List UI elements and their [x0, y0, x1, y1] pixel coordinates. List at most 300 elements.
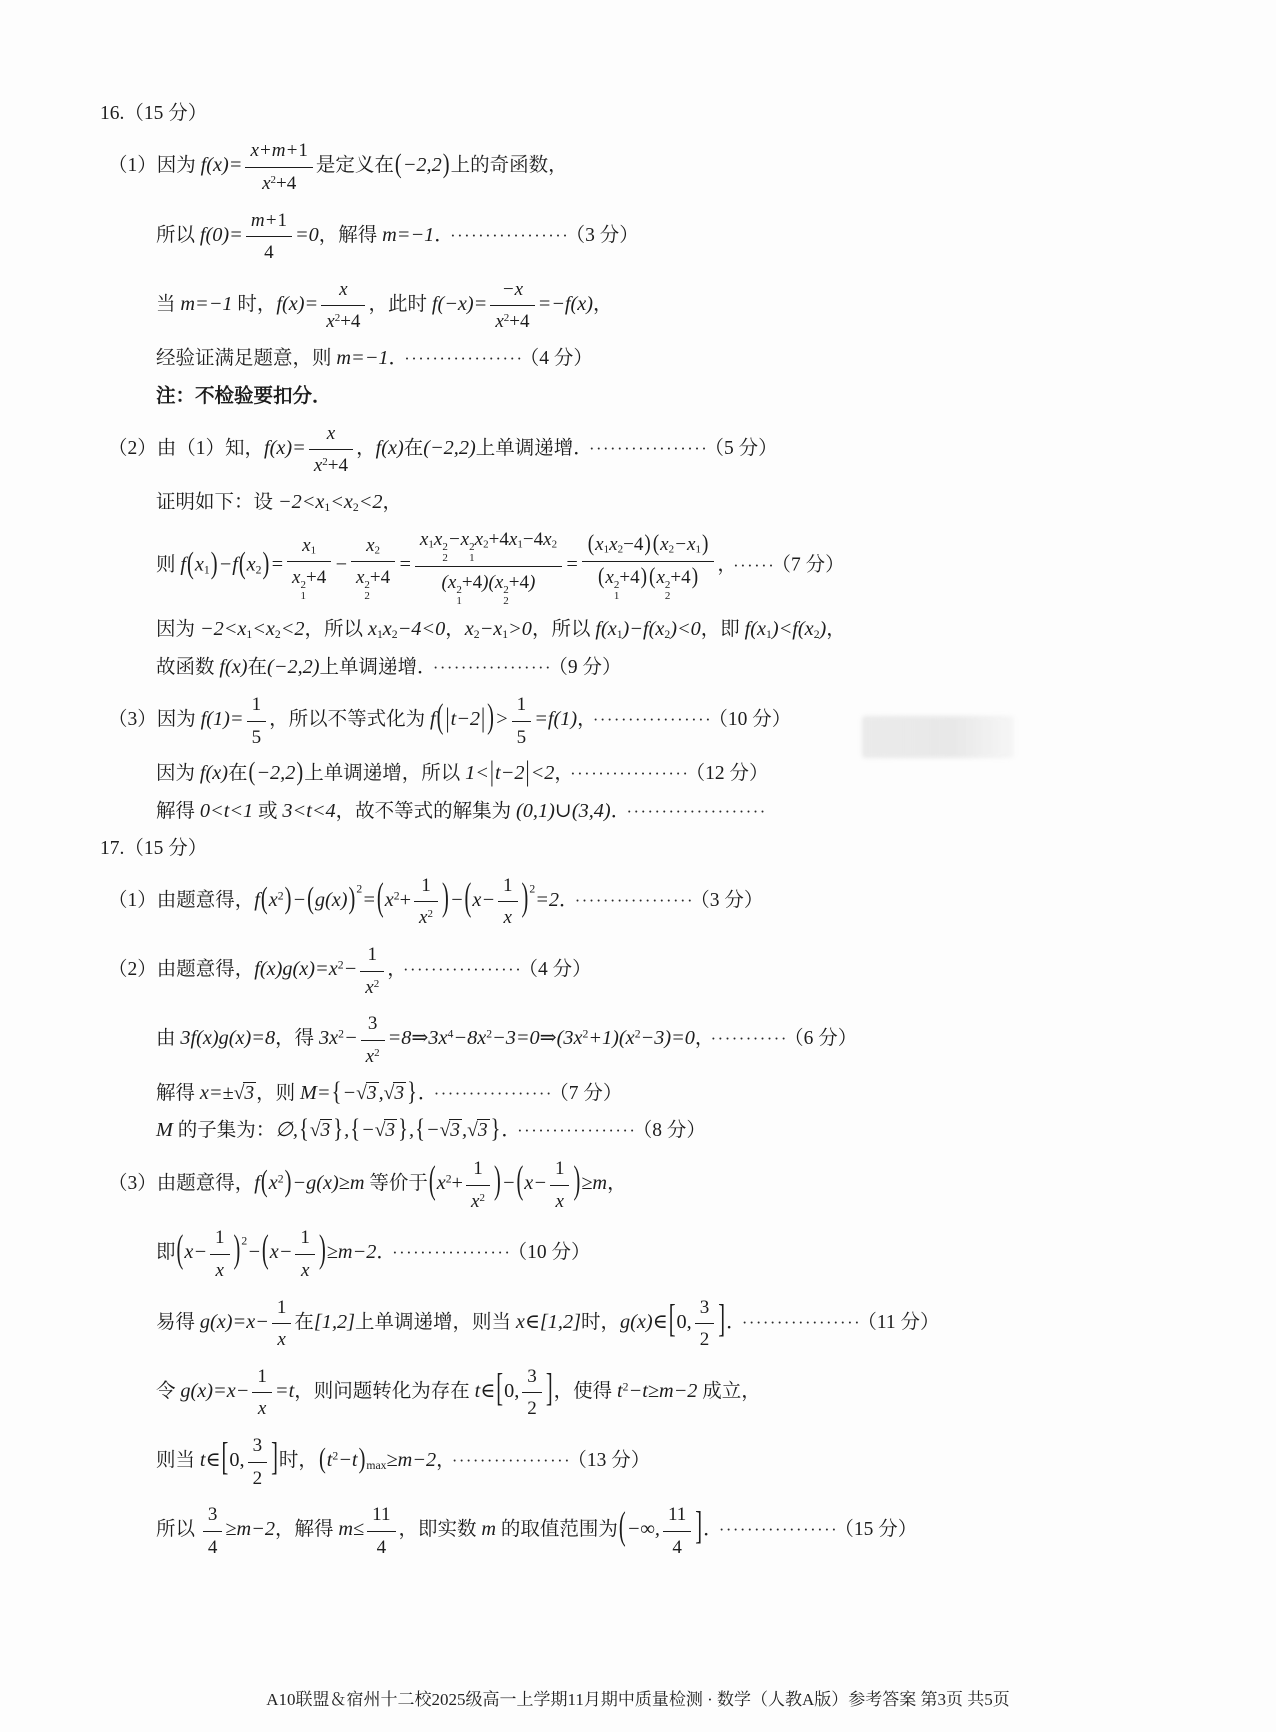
math-run: −t [338, 1449, 358, 1472]
solution-line [108, 136, 1252, 197]
math-run: x [302, 534, 311, 556]
math-fraction [695, 1293, 715, 1354]
text-run: ． [559, 889, 569, 911]
math-run: )<0 [670, 618, 701, 641]
page-footer: A10联盟＆宿州十二校2025级高一上学期11月期中质量检测 · 数学（人教A版）参考答案 第3页 共5页 [266, 1690, 1010, 1709]
text-run: 的子集为： [172, 1120, 276, 1142]
subscript: 2 [274, 628, 281, 642]
math-run: x [262, 172, 271, 194]
math-number: 1 [367, 944, 377, 966]
text-run: ，此时 [368, 293, 432, 315]
math-run: −2<x [277, 491, 325, 514]
math-fraction [245, 136, 312, 197]
math-fraction [203, 1500, 223, 1561]
math-run: > [494, 708, 509, 731]
math-fraction [272, 1293, 292, 1354]
solution-line [108, 419, 1252, 480]
text-run: 时， [278, 1450, 318, 1472]
text-run: ． [726, 1311, 736, 1333]
text-run: ，则问题转化为存在 [294, 1380, 475, 1402]
math-delimiter: ( [260, 882, 268, 916]
text-run: （4 分） [528, 959, 592, 981]
math-fraction [550, 1154, 570, 1215]
math-run: <2 [530, 762, 555, 785]
subscript: 1 [603, 544, 610, 557]
math-delimiter: ( [598, 564, 605, 591]
text-run: 时， [232, 293, 277, 315]
math-sqrt: √3 [374, 1120, 396, 1142]
text-run: 故函数 [156, 656, 220, 678]
math-number: +4 [508, 572, 530, 594]
math-run: x [268, 888, 278, 911]
subscript: 1 [517, 539, 523, 552]
solution-line [156, 759, 1252, 789]
math-run: −3)=0 [640, 1027, 695, 1050]
math-run: M [156, 1119, 173, 1142]
sub-sup-stack: 2 1 [469, 541, 475, 565]
dotted-leader: ················· [517, 1121, 637, 1141]
math-number: −4 [522, 529, 544, 551]
math-run: f(0)= [199, 223, 243, 246]
math-run: x [660, 534, 669, 556]
math-fraction [309, 419, 353, 480]
solution-line [156, 1223, 1252, 1284]
text-run: （1）由题意得， [108, 889, 255, 911]
math-run: M= [300, 1081, 331, 1104]
math-run: f(1)= [200, 708, 244, 731]
text-run: ，解得 [275, 1519, 339, 1541]
math-run: 3x [318, 1027, 339, 1050]
math-delimiter: ( [376, 876, 384, 919]
math-delimiter: | [525, 757, 530, 788]
math-number: 1 [277, 209, 287, 231]
math-run: −f [218, 553, 238, 576]
math-delimiter: } [490, 1115, 501, 1144]
math-fraction [466, 1154, 490, 1215]
superscript: 2 [486, 1028, 493, 1042]
text-run: ， [593, 293, 613, 315]
solution-line [156, 1079, 1252, 1109]
math-run: x− [472, 888, 495, 911]
math-run: =2 [535, 888, 560, 911]
math-run: x=± [199, 1081, 234, 1104]
text-run: ， [436, 1450, 446, 1472]
math-fraction [351, 531, 395, 603]
text-run: 在 [247, 656, 268, 678]
math-number: 3 [252, 1435, 263, 1457]
text-run: ， [694, 1028, 705, 1050]
math-run: g(x)=x− [180, 1379, 250, 1402]
math-run: )<f(x [771, 618, 814, 641]
superscript: 2 [270, 173, 277, 186]
math-number: +4 [306, 567, 327, 589]
math-run: − [501, 1172, 516, 1195]
math-run: f(x [595, 618, 617, 641]
subscript: 2 [617, 544, 624, 557]
math-run: x [464, 618, 474, 641]
text-run: ，得 [275, 1028, 319, 1050]
math-run: f(x) [375, 436, 404, 459]
math-delimiter: ( [318, 1443, 326, 1475]
math-run: (−2,2) [423, 436, 476, 459]
math-run: x [419, 907, 428, 929]
math-delimiter: ] [271, 1437, 278, 1480]
math-delimiter: ) [348, 882, 356, 916]
text-run: （10 分） [718, 709, 792, 731]
math-number: 1 [215, 1227, 225, 1249]
superscript: 2 [503, 312, 510, 325]
math-fraction [582, 530, 715, 602]
superscript: 2 [582, 1028, 589, 1042]
math-delimiter: ) [284, 1165, 292, 1199]
math-run: −2<x [199, 618, 247, 641]
text-run: （8 分） [642, 1120, 706, 1142]
text-run: （3）因为 [108, 709, 201, 731]
superscript: 2 [529, 882, 536, 896]
math-number: +4 [276, 172, 297, 194]
math-run: x∈[1,2] [515, 1310, 582, 1333]
math-delimiter: ( [516, 1160, 524, 1202]
math-run: f [254, 888, 260, 911]
math-run: −8x [453, 1027, 487, 1050]
text-run: ， [826, 619, 846, 641]
text-run: （2）由题意得， [108, 959, 255, 981]
math-delimiter: ( [307, 882, 314, 916]
math-delimiter: ( [649, 564, 656, 591]
math-run: f(x)= [264, 436, 306, 459]
text-run: （10 分） [517, 1242, 591, 1264]
solution-line [156, 1362, 1252, 1423]
math-run: f(x) [219, 655, 248, 678]
math-number: +4 [461, 572, 483, 594]
text-run: （7 分） [558, 1082, 623, 1104]
math-delimiter: ] [545, 1367, 553, 1410]
dotted-leader: ················· [433, 1083, 553, 1103]
math-run: , [462, 1119, 468, 1142]
math-number: 1 [276, 1296, 287, 1318]
subscript: 1 [376, 628, 383, 642]
text-run: 经验证满足题意，则 [156, 348, 337, 370]
text-run: （6 分） [793, 1028, 858, 1050]
text-run: （15 分） [844, 1519, 918, 1541]
math-run: m≤ [338, 1518, 365, 1541]
text-run: 上单调递增． [319, 656, 427, 678]
math-run: m [481, 1518, 497, 1541]
solution-line [156, 206, 1252, 267]
solution-line [156, 1431, 1252, 1492]
math-delimiter: [ [496, 1367, 504, 1410]
math-run: −∞, [626, 1518, 660, 1541]
math-delimiter: ( [394, 149, 402, 180]
text-run: 上单调递增． [475, 437, 583, 459]
dotted-leader: ················· [402, 960, 523, 980]
math-run: x [609, 534, 618, 556]
text-run: 成立， [697, 1380, 761, 1402]
math-run: =f(1) [534, 708, 578, 731]
solution-line [108, 871, 1252, 932]
math-run: f(x)= [200, 154, 243, 177]
math-run: −t≥m−2 [628, 1379, 698, 1402]
math-sqrt: √3 [383, 1082, 405, 1104]
subscript: 1 [502, 628, 509, 642]
math-delimiter: ( [187, 547, 194, 581]
math-fraction [252, 1362, 272, 1423]
math-delimiter: ( [248, 758, 256, 788]
superscript: 4 [447, 1028, 454, 1042]
text-run: 在 [403, 437, 424, 459]
superscript: 2 [338, 1028, 344, 1042]
math-run: − [449, 888, 464, 911]
math-run: x [503, 907, 512, 929]
math-sqrt: √3 [309, 1120, 331, 1142]
text-run: ， [607, 1173, 627, 1195]
solution-line [156, 275, 1252, 336]
math-run: m=−1 [180, 292, 233, 315]
text-run: 在 [228, 763, 248, 785]
text-run: ，使得 [553, 1380, 618, 1402]
math-delimiter: | [489, 757, 495, 788]
math-run: g(x) [314, 888, 348, 911]
text-run: ． [610, 801, 621, 823]
math-number: 5 [251, 726, 262, 748]
text-run: 上单调递增，则当 [355, 1311, 516, 1333]
text-run: （7 分） [781, 554, 845, 576]
solution-line [100, 835, 1252, 863]
text-run: 解得 [156, 801, 200, 823]
math-run: f(x) [199, 762, 229, 785]
math-run: − [343, 1027, 358, 1050]
math-fraction [246, 206, 292, 267]
math-fraction [287, 531, 331, 603]
math-delimiter: ( [618, 1506, 626, 1549]
dotted-leader: ················· [570, 764, 690, 784]
subscript: 2 [668, 544, 675, 557]
math-delimiter: ) [358, 1443, 366, 1475]
text-run: （2）由（1）知， [108, 437, 265, 459]
math-run: x [367, 618, 377, 641]
math-run: = [270, 553, 285, 576]
superscript: 2 [374, 1046, 380, 1059]
math-delimiter: ( [261, 1229, 269, 1272]
text-run: 解得 [156, 1082, 200, 1104]
math-run: +1)(x [588, 1027, 635, 1050]
math-fraction [321, 275, 365, 336]
text-run: ，则 [256, 1082, 301, 1104]
text-run: 16.（15 分） [100, 103, 208, 124]
math-fraction [415, 525, 562, 607]
math-run: f [430, 708, 436, 731]
math-run: − [292, 888, 307, 911]
math-run: = [565, 553, 579, 576]
math-number: 3 [699, 1296, 710, 1318]
math-run: x [470, 1190, 480, 1212]
math-number: 1 [421, 874, 431, 896]
math-run: −2,2 [402, 154, 442, 177]
math-sqrt: √3 [467, 1120, 488, 1142]
math-sqrt: √3 [356, 1082, 377, 1104]
math-sqrt: √3 [233, 1082, 255, 1104]
math-run: x [277, 1329, 286, 1351]
sub-sup-stack: 2 2 [442, 541, 448, 565]
text-run: 令 [156, 1380, 181, 1402]
text-run: 则当 [156, 1450, 200, 1472]
math-run: x [313, 455, 323, 477]
text-run: 等价于 [364, 1173, 428, 1195]
math-run: >0 [508, 618, 532, 641]
math-fraction [490, 275, 534, 336]
solution-line [108, 940, 1252, 1001]
solution-line [156, 382, 1252, 411]
math-run: x [474, 529, 484, 551]
math-delimiter: { [415, 1115, 425, 1144]
math-delimiter: ) [210, 547, 218, 581]
superscript: 2 [277, 889, 284, 903]
math-run: x [595, 534, 604, 556]
text-run: 上的奇函数， [450, 155, 568, 177]
math-run: x [339, 278, 348, 300]
math-run: x− [184, 1241, 208, 1264]
math-run: [1,2] [313, 1310, 356, 1333]
math-run: x [300, 1259, 310, 1281]
solution-line [108, 1154, 1252, 1215]
math-run: x [605, 567, 614, 589]
math-run: x [194, 553, 204, 576]
sub-sup-stack: 2 2 [364, 579, 370, 603]
text-run: ，故不等式的解集为 [335, 801, 517, 823]
math-delimiter: { [299, 1115, 309, 1144]
math-delimiter: | [445, 703, 450, 734]
math-run: x [366, 534, 375, 556]
subscript: 2 [352, 500, 359, 514]
math-run: t [617, 1379, 623, 1402]
solution-line [156, 344, 1252, 373]
math-fraction [498, 871, 518, 932]
math-run: x [508, 529, 518, 551]
math-number: 0, [676, 1310, 692, 1333]
math-run: x [436, 1172, 446, 1195]
math-fraction [367, 1500, 395, 1561]
solution-line [156, 1500, 1252, 1561]
sub-sup-stack: 2 1 [613, 579, 620, 603]
math-run: t−2 [495, 762, 525, 785]
math-run: x [382, 618, 392, 641]
subscript: 1 [766, 628, 772, 642]
superscript: 2 [427, 908, 433, 921]
superscript: 2 [334, 312, 341, 325]
math-run: f [254, 1172, 260, 1195]
math-run: −3=0⇒(3x [492, 1027, 583, 1050]
math-number: 11 [372, 1504, 391, 1526]
math-delimiter: ( [428, 1160, 436, 1202]
text-run: ，即 [700, 619, 745, 641]
text-run: 或 [253, 801, 283, 823]
math-number: 1 [251, 694, 262, 716]
math-number: + [451, 1172, 463, 1195]
math-run: ( [441, 572, 448, 594]
math-delimiter: ) [521, 876, 529, 919]
math-run: <2 [280, 618, 305, 641]
subscript: 1 [428, 539, 434, 552]
dotted-leader: ················· [451, 1451, 572, 1471]
math-number: 0, [504, 1379, 520, 1402]
text-run: （3 分） [700, 889, 764, 911]
math-run: ∅, [275, 1119, 299, 1142]
text-run: ． [417, 1082, 428, 1104]
math-delimiter: } [398, 1115, 408, 1144]
math-fraction [360, 940, 384, 1001]
math-run: =t [274, 1379, 295, 1402]
dotted-leader: ················· [741, 1312, 862, 1332]
math-run: −4<0 [397, 618, 446, 641]
text-run: 由 [156, 1028, 181, 1050]
math-number: 1 [554, 1157, 565, 1179]
math-delimiter: ( [238, 547, 246, 581]
math-number: 1 [298, 140, 308, 162]
sub-sup-stack: 2 1 [456, 584, 462, 608]
text-run: ，所以 [531, 619, 596, 641]
math-delimiter: ) [487, 698, 494, 737]
math-run: x [656, 567, 665, 589]
text-run: 当 [156, 293, 181, 315]
math-number: 1 [503, 874, 513, 896]
text-run: 在 [294, 1311, 314, 1333]
math-run: x [268, 1172, 278, 1195]
dotted-leader: ················· [718, 1520, 839, 1540]
subscript: 1 [695, 544, 701, 557]
subscript: 2 [391, 628, 398, 642]
sub-sup-stack: 2 1 [300, 579, 306, 603]
dotted-leader: ······ [733, 555, 776, 575]
math-run: , [409, 1119, 415, 1142]
math-number: 4 [207, 1537, 218, 1559]
superscript: 2 [337, 958, 344, 972]
math-number: 4 [672, 1537, 682, 1559]
text-run: 所以 [156, 224, 200, 246]
superscript: 2 [277, 1172, 284, 1186]
text-run: ，所以不等式化为 [269, 709, 430, 731]
math-run: )( [482, 572, 495, 594]
math-number: + [399, 888, 412, 911]
dotted-leader: ················· [432, 657, 553, 677]
math-run: x [215, 1259, 225, 1281]
text-run: （1）因为 [108, 155, 201, 177]
text-run: ． [501, 1120, 512, 1142]
superscript: 2 [479, 1191, 485, 1204]
solution-line [156, 525, 1252, 607]
math-run: f(x [744, 618, 767, 641]
math-delimiter: ) [644, 532, 651, 558]
math-fraction [414, 871, 438, 932]
math-number: 1 [516, 694, 527, 716]
math-fraction [295, 1223, 315, 1284]
math-run: x [384, 888, 394, 911]
math-run: 3f(x)g(x)=8 [180, 1027, 276, 1050]
subscript: 2 [374, 544, 381, 557]
solution-line [156, 488, 1252, 517]
math-run: − [342, 1081, 357, 1104]
math-run: m=−1 [382, 223, 435, 246]
math-number: 1 [257, 1365, 267, 1387]
math-run: x [326, 422, 336, 444]
dotted-leader: ················· [392, 1243, 512, 1263]
text-run: ， [356, 437, 376, 459]
math-run: ≥m [581, 1172, 608, 1195]
math-run: f [180, 553, 187, 576]
subscript: 1 [310, 544, 317, 557]
math-run: x [365, 976, 374, 998]
solution-line [108, 690, 1252, 751]
math-run: 3<t<4 [282, 800, 336, 823]
